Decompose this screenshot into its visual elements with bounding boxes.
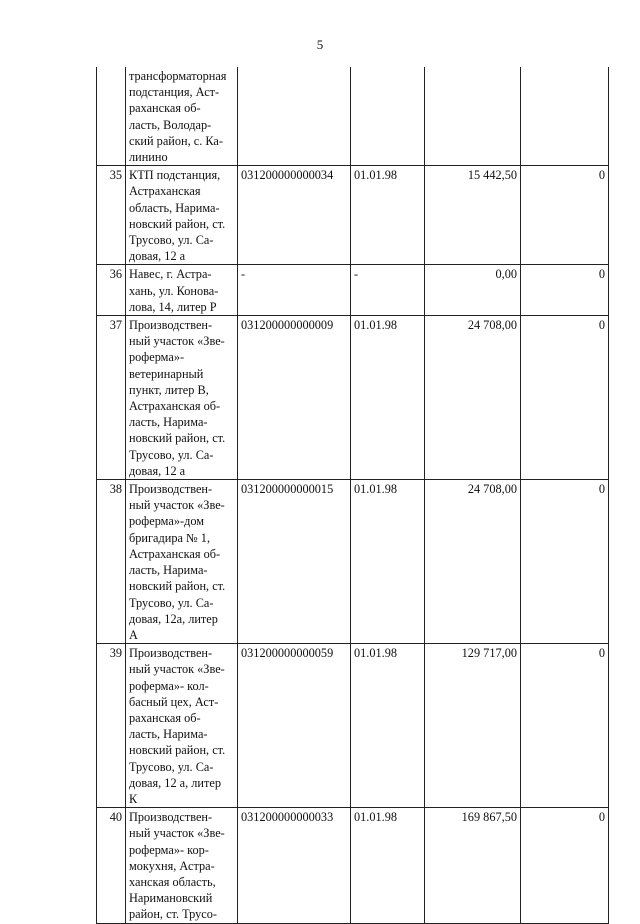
object-name: трансформаторная подстанция, Аст- раханская об- ласть, Володар- ский район, с. Ка- линино [126, 67, 238, 166]
row-number [97, 67, 126, 166]
commission-date [351, 67, 425, 166]
inventory-number: 031200000000059 [238, 644, 351, 808]
row-number: 37 [97, 316, 126, 480]
book-value [425, 67, 521, 166]
commission-date: 01.01.98 [351, 166, 425, 265]
commission-date: - [351, 265, 425, 316]
object-name: Производствен- ный участок «Зве- роферма»- кол- басный цех, Аст- раханская об- ласть, Нарима- новский район, ст. Трусово, ул. Са- довая, 12 а, литер К [126, 644, 238, 808]
commission-date: 01.01.98 [351, 480, 425, 644]
book-value: 169 867,50 [425, 808, 521, 923]
object-name: КТП подстанция, Астраханская область, Нарима- новский район, ст. Трусово, ул. Са- довая, 12 а [126, 166, 238, 265]
inventory-number: 031200000000009 [238, 316, 351, 480]
row-number: 36 [97, 265, 126, 316]
object-name: Производствен- ный участок «Зве- роферма»- кор- мокухня, Астра- ханская область, Наримановский район, ст. Трусо- [126, 808, 238, 923]
book-value: 129 717,00 [425, 644, 521, 808]
table-row [97, 480, 609, 644]
book-value: 24 708,00 [425, 316, 521, 480]
object-name: Навес, г. Астра- хань, ул. Конова- лова, 14, литер Р [126, 265, 238, 316]
inventory-number: 031200000000033 [238, 808, 351, 923]
row-number: 40 [97, 808, 126, 923]
residual-value: 0 [521, 265, 609, 316]
object-name: Производствен- ный участок «Зве- роферма»- ветеринарный пункт, литер В, Астраханская об- ласть, Нарима- новский район, ст. Трусово, ул. Са- довая, 12 а [126, 316, 238, 480]
commission-date: 01.01.98 [351, 316, 425, 480]
table-row [97, 67, 609, 166]
book-value: 24 708,00 [425, 480, 521, 644]
residual-value: 0 [521, 316, 609, 480]
table-row [97, 808, 609, 923]
page-number: 5 [316, 37, 324, 52]
commission-date: 01.01.98 [351, 808, 425, 923]
residual-value [521, 67, 609, 166]
residual-value: 0 [521, 644, 609, 808]
residual-value: 0 [521, 166, 609, 265]
commission-date: 01.01.98 [351, 644, 425, 808]
table-row [97, 644, 609, 808]
table-row [97, 316, 609, 480]
book-value: 0,00 [425, 265, 521, 316]
object-name: Производствен- ный участок «Зве- роферма»-дом бригадира № 1, Астраханская об- ласть, Нарима- новский район, ст. Трусово, ул. Са- довая, 12а, литер А [126, 480, 238, 644]
inventory-number: 031200000000015 [238, 480, 351, 644]
row-number: 35 [97, 166, 126, 265]
inventory-number: - [238, 265, 351, 316]
residual-value: 0 [521, 808, 609, 923]
row-number: 38 [97, 480, 126, 644]
inventory-number: 031200000000034 [238, 166, 351, 265]
inventory-number [238, 67, 351, 166]
residual-value: 0 [521, 480, 609, 644]
table-row [97, 265, 609, 316]
book-value: 15 442,50 [425, 166, 521, 265]
property-table [96, 67, 609, 924]
table-row [97, 166, 609, 265]
row-number: 39 [97, 644, 126, 808]
